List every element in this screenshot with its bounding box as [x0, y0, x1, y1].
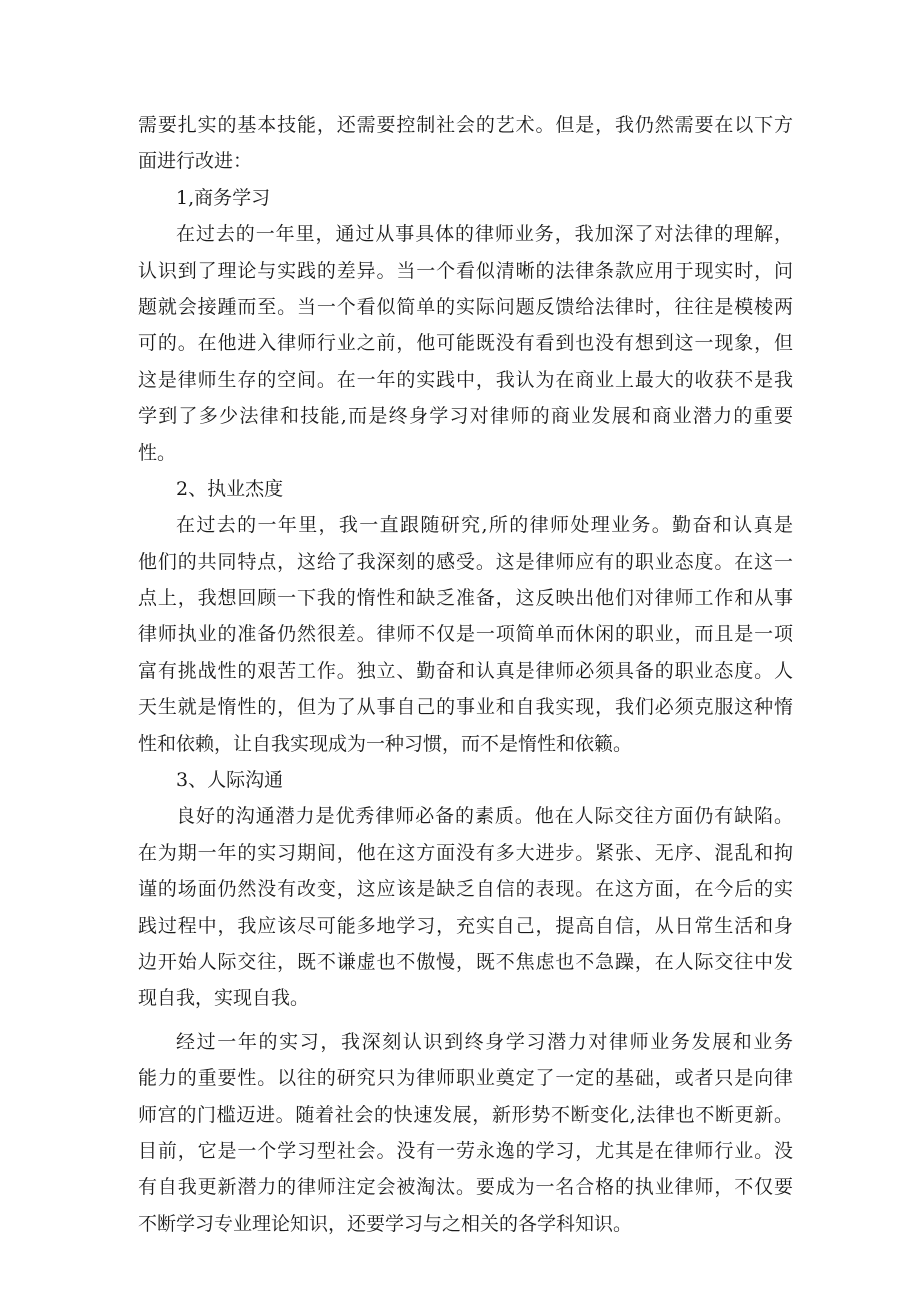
paragraph-line: 在过去的一年里，通过从事具体的律师业务，我加深了对法律的理解，: [176, 223, 793, 246]
paragraph-line: 这是律师生存的空间。在一年的实践中，我认为在商业上最大的收获不是我: [138, 368, 793, 391]
paragraph-line: 谨的场面仍然没有改变，这应该是缺乏自信的表现。在这方面，在今后的实: [138, 878, 793, 901]
paragraph-line: 性和依赖，让自我实现成为一种习惯，而不是惰性和依籁。: [138, 732, 633, 755]
paragraph-line: 不断学习专业理论知识，还要学习与之相关的各学科知识。: [138, 1212, 633, 1235]
paragraph-line: 良好的沟通潜力是优秀律师必备的素质。他在人际交往方面仍有缺陷。: [176, 805, 793, 828]
paragraph-line: 现自我，实现自我。: [138, 987, 310, 1010]
paragraph-line: 学到了多少法律和技能,而是终身学习对律师的商业发展和商业潜力的重要: [138, 405, 793, 428]
paragraph-line: 边开始人际交往，既不谦虚也不傲慢，既不焦虑也不急躁，在人际交往中发: [138, 950, 793, 973]
paragraph-line: 认识到了理论与实践的差异。当一个看似清晰的法律条款应用于现实时，问: [138, 259, 793, 282]
paragraph-line: 点上，我想回顾一下我的惰性和缺乏准备，这反映出他们对律师工作和从事: [138, 587, 793, 610]
paragraph-line: 性。: [138, 441, 177, 464]
paragraph-line: 有自我更新潜力的律师注定会被淘汰。要成为一名合格的执业律师，不仅要: [138, 1176, 793, 1199]
paragraph-line: 律师执业的准备仍然很差。律师不仅是一项简单而休闲的职业，而且是一项: [138, 623, 793, 646]
paragraph-line: 能力的重要性。以往的研究只为律师职业奠定了一定的基础，或者只是向律: [138, 1067, 793, 1090]
section-heading-business-study: 1,商务学习: [176, 186, 271, 209]
paragraph-line: 经过一年的实习，我深刻认识到终身学习潜力对律师业务发展和业务: [176, 1030, 793, 1053]
paragraph-line: 天生就是惰性的，但为了从事自己的事业和自我实现，我们必须克服这种惰: [138, 696, 793, 719]
paragraph-gap: [138, 1017, 793, 1024]
paragraph-line: 师宫的门槛迈进。随着社会的快速发展，新形势不断变化,法律也不断更新。: [138, 1103, 793, 1126]
paragraph-line: 可的。在他进入律师行业之前，他可能既没有看到也没有想到这一现象，但: [138, 332, 793, 355]
paragraph-line: 面进行改进：: [138, 150, 253, 173]
paragraph-line: 需要扎实的基本技能，还需要控制社会的艺术。但是，我仍然需要在以下方: [138, 114, 793, 136]
paragraph-line: 题就会接踵而至。当一个看似简单的实际问题反馈给法律时，往往是模棱两: [138, 295, 793, 318]
section-heading-practice-attitude: 2、执业杰度: [176, 477, 284, 500]
document-body: [138, 107, 793, 1242]
paragraph-line: 他们的共同特点，这给了我深刻的感受。这是律师应有的职业态度。在这一: [138, 550, 793, 573]
paragraph-line: 富有挑战性的艰苦工作。独立、勤奋和认真是律师必须具备的职业态度。人: [138, 659, 793, 682]
paragraph-line: 目前，它是一个学习型社会。没有一劳永逸的学习，尤其是在律师行业。没: [138, 1139, 793, 1162]
section-heading-interpersonal-communication: 3、人际沟通: [176, 769, 284, 792]
paragraph-line: 在过去的一年里，我一直跟随研究,所的律师处理业务。勤奋和认真是: [176, 514, 793, 537]
paragraph-line: 践过程中，我应该尽可能多地学习，充实自己，提高自信，从日常生活和身: [138, 914, 793, 937]
paragraph-line: 在为期一年的实习期间，他在这方面没有多大进步。紧张、无序、混乱和拘: [138, 841, 793, 864]
